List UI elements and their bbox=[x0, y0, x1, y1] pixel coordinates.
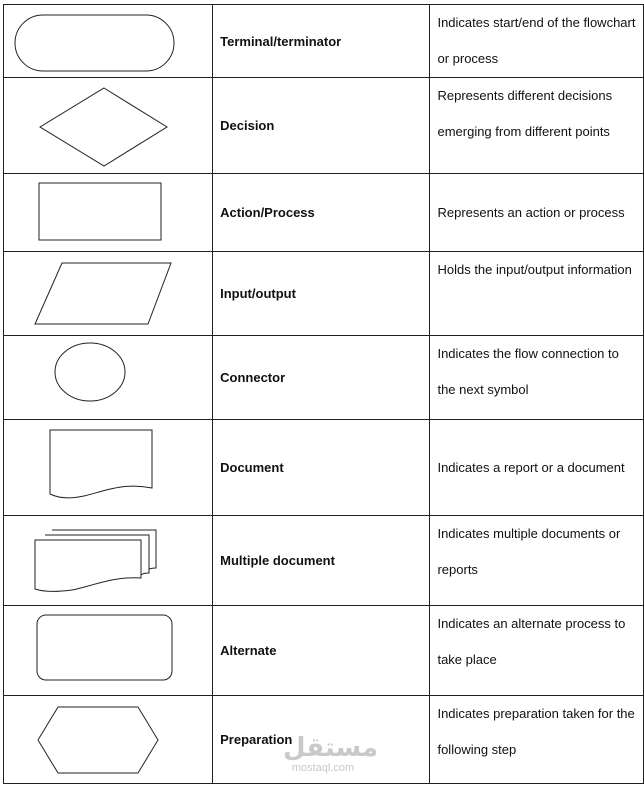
flowchart-symbols-table bbox=[3, 4, 644, 784]
shape-cell bbox=[4, 420, 213, 516]
symbol-name: Action/Process bbox=[213, 174, 430, 252]
multiple-document-shape-icon bbox=[4, 516, 216, 606]
watermark-url: mostaql.com bbox=[291, 762, 355, 774]
table-row bbox=[4, 174, 644, 252]
table-row bbox=[4, 606, 644, 696]
terminal-shape-icon bbox=[4, 5, 216, 76]
symbol-name: Input/output bbox=[213, 252, 430, 336]
watermark-logo: مستقل bbox=[283, 733, 379, 763]
table-row bbox=[4, 336, 644, 420]
symbol-name: Terminal/terminator bbox=[213, 5, 430, 78]
symbol-name: Preparation bbox=[213, 696, 430, 784]
table-row bbox=[4, 252, 644, 336]
shape-cell bbox=[4, 78, 213, 174]
mostaql-watermark bbox=[283, 733, 379, 774]
symbol-description: Represents an action or process bbox=[430, 174, 644, 252]
symbol-description: Indicates an alternate process to take place bbox=[430, 606, 644, 696]
symbol-description: Indicates start/end of the flowchart or process bbox=[430, 5, 644, 78]
symbol-name: Decision bbox=[213, 78, 430, 174]
decision-diamond-shape-icon bbox=[4, 78, 216, 174]
shape-cell bbox=[4, 5, 213, 78]
table-row bbox=[4, 516, 644, 606]
shape-cell bbox=[4, 516, 213, 606]
shape-cell bbox=[4, 174, 213, 252]
input-output-parallelogram-shape-icon bbox=[4, 252, 216, 336]
shape-cell bbox=[4, 696, 213, 784]
symbol-description: Indicates preparation taken for the following step bbox=[430, 696, 644, 784]
shape-cell bbox=[4, 252, 213, 336]
process-rectangle-shape-icon bbox=[4, 174, 216, 252]
table-row bbox=[4, 420, 644, 516]
alternate-process-shape-icon bbox=[4, 606, 216, 696]
symbol-name: Alternate bbox=[213, 606, 430, 696]
symbol-name: Multiple document bbox=[213, 516, 430, 606]
symbol-description: Represents different decisions emerging from different points bbox=[430, 78, 644, 174]
symbol-description: Indicates multiple documents or reports bbox=[430, 516, 644, 606]
connector-circle-shape-icon bbox=[4, 336, 216, 420]
symbol-description: Indicates a report or a document bbox=[430, 420, 644, 516]
shape-cell bbox=[4, 606, 213, 696]
table-row bbox=[4, 78, 644, 174]
table-row bbox=[4, 5, 644, 78]
symbol-name: Document bbox=[213, 420, 430, 516]
preparation-hexagon-shape-icon bbox=[4, 696, 216, 784]
document-shape-icon bbox=[4, 420, 216, 516]
shape-cell bbox=[4, 336, 213, 420]
symbol-name: Connector bbox=[213, 336, 430, 420]
symbol-description: Holds the input/output information bbox=[430, 252, 644, 336]
symbol-description: Indicates the flow connection to the next symbol bbox=[430, 336, 644, 420]
